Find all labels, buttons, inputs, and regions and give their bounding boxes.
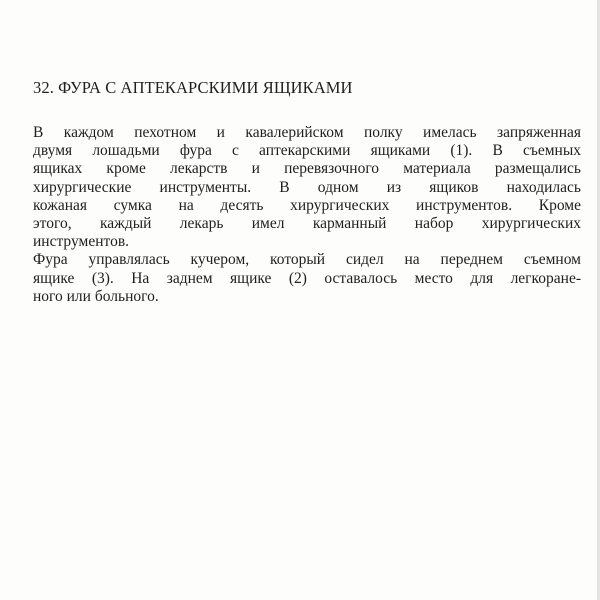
- body-text: [33, 124, 581, 306]
- text-line: хирургические инструменты. В одном из ящиков находилась: [33, 178, 581, 196]
- text-line: ящике (3). На заднем ящике (2) оставалось место для легкоране-: [33, 269, 581, 287]
- text-line: ного или больного.: [33, 287, 159, 305]
- text-line: двумя лошадьми фура с аптекарскими ящиками (1). В съемных: [33, 142, 581, 160]
- section-heading: 32. ФУРА С АПТЕКАРСКИМИ ЯЩИКАМИ: [33, 78, 353, 97]
- text-line: В каждом пехотном и кавалерийском полку имелась запряженная: [33, 124, 581, 141]
- paragraph-2: [33, 251, 581, 306]
- paragraph-1: [33, 124, 581, 251]
- text-line: этого, каждый лекарь имел карманный набор хирургических: [33, 215, 581, 233]
- text-line: кожаная сумка на десять хирургических инструментов. Кроме: [33, 196, 581, 214]
- text-line: инструментов.: [33, 233, 130, 251]
- text-line: ящиках кроме лекарств и перевязочного материала размещались: [33, 160, 581, 178]
- text-line: Фура управлялась кучером, который сидел на переднем съемном: [33, 251, 581, 269]
